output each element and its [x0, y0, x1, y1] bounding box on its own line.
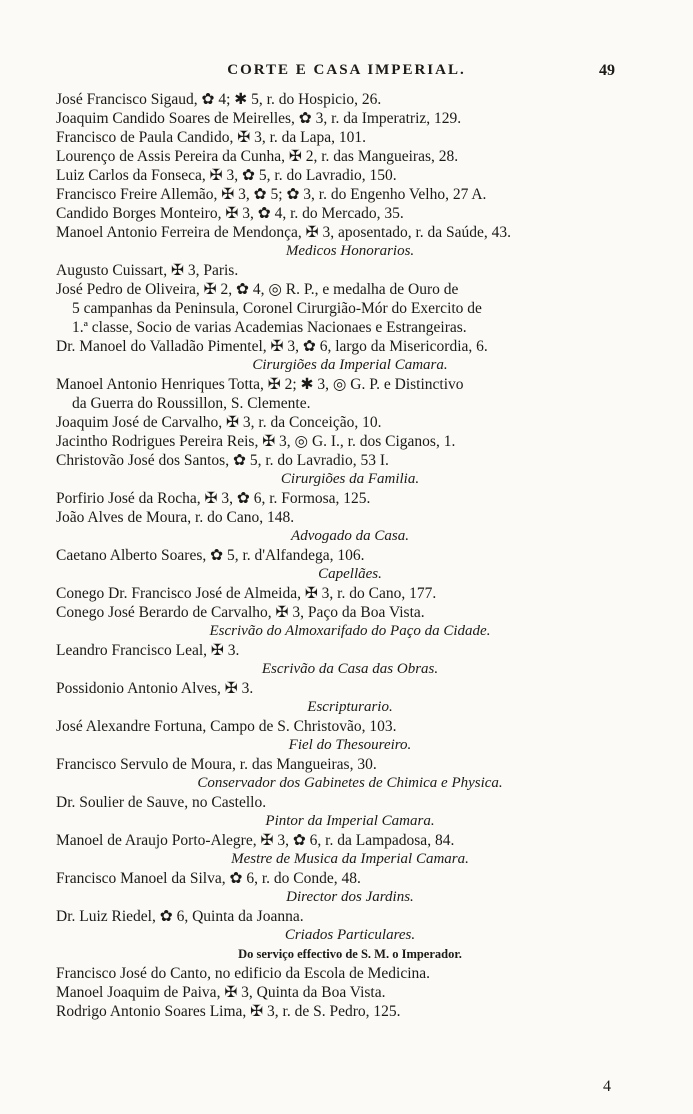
section-heading: Escrivão do Almoxarifado do Paço da Cidade. [209, 623, 491, 639]
entry-line: Dr. Manoel do Valladão Pimentel, ✠ 3, ✿ 6, largo da Misericordia, 6. [56, 338, 488, 355]
section-note: Do serviço effectivo de S. M. o Imperador. [238, 947, 462, 961]
running-head: CORTE E CASA IMPERIAL. [227, 62, 466, 78]
section-heading: Fiel do Thesoureiro. [288, 737, 412, 753]
section-heading: Cirurgiões da Familia. [280, 471, 420, 487]
section-heading: Escripturario. [307, 699, 393, 715]
entry-line: José Alexandre Fortuna, Campo de S. Christovão, 103. [56, 718, 397, 735]
entry-line: José Pedro de Oliveira, ✠ 2, ✿ 4, ◎ R. P., e medalha de Ouro de [56, 281, 459, 298]
entry-line: Francisco Servulo de Moura, r. das Mangueiras, 30. [56, 756, 377, 773]
section-heading: Conservador dos Gabinetes de Chimica e Physica. [197, 775, 503, 791]
page-header [0, 62, 693, 86]
entry-line: Caetano Alberto Soares, ✿ 5, r. d'Alfandega, 106. [56, 547, 365, 564]
entry-continuation: 5 campanhas da Peninsula, Coronel Cirurgião-Mór do Exercito de [72, 300, 482, 317]
entry-line: Lourenço de Assis Pereira da Cunha, ✠ 2, r. das Mangueiras, 28. [56, 148, 459, 165]
entry-line: Joaquim José de Carvalho, ✠ 3, r. da Conceição, 10. [56, 414, 382, 431]
page-number: 49 [599, 62, 615, 79]
entry-line: Dr. Soulier de Sauve, no Castello. [56, 794, 267, 811]
signature-mark: 4 [603, 1078, 611, 1095]
directory-listing [56, 90, 644, 1021]
section-heading: Mestre de Musica da Imperial Camara. [231, 851, 469, 867]
entry-line: Francisco Freire Allemão, ✠ 3, ✿ 5; ✿ 3, r. do Engenho Velho, 27 A. [56, 186, 487, 203]
section-heading: Criados Particulares. [284, 927, 416, 943]
entry-line: Francisco de Paula Candido, ✠ 3, r. da Lapa, 101. [56, 129, 366, 146]
section-heading: Advogado da Casa. [291, 528, 409, 544]
entry-line: Manoel Antonio Ferreira de Mendonça, ✠ 3, aposentado, r. da Saúde, 43. [56, 224, 512, 241]
section-heading: Director dos Jardins. [286, 889, 414, 905]
entry-line: Conego José Berardo de Carvalho, ✠ 3, Paço da Boa Vista. [56, 604, 425, 621]
section-heading: Escrivão da Casa das Obras. [261, 661, 439, 677]
entry-line: Joaquim Candido Soares de Meirelles, ✿ 3, r. da Imperatriz, 129. [56, 110, 462, 127]
entry-line: José Francisco Sigaud, ✿ 4; ✱ 5, r. do Hospicio, 26. [56, 91, 382, 108]
section-heading: Cirurgiões da Imperial Camara. [252, 357, 448, 373]
entry-line: Luiz Carlos da Fonseca, ✠ 3, ✿ 5, r. do Lavradio, 150. [56, 167, 397, 184]
entry-continuation: 1.ª classe, Socio de varias Academias Nacionaes e Estrangeiras. [72, 319, 467, 336]
entry-line: Manoel de Araujo Porto-Alegre, ✠ 3, ✿ 6, r. da Lampadosa, 84. [56, 832, 455, 849]
section-heading: Medicos Honorarios. [285, 243, 415, 259]
entry-line: João Alves de Moura, r. do Cano, 148. [56, 509, 295, 526]
entry-line: Christovão José dos Santos, ✿ 5, r. do Lavradio, 53 I. [56, 452, 389, 469]
entry-line: Porfirio José da Rocha, ✠ 3, ✿ 6, r. Formosa, 125. [56, 490, 371, 507]
entry-line: Possidonio Antonio Alves, ✠ 3. [56, 680, 254, 697]
entry-line: Rodrigo Antonio Soares Lima, ✠ 3, r. de S. Pedro, 125. [56, 1003, 401, 1020]
entry-line: Conego Dr. Francisco José de Almeida, ✠ 3, r. do Cano, 177. [56, 585, 437, 602]
entry-line: Francisco Manoel da Silva, ✿ 6, r. do Conde, 48. [56, 870, 361, 887]
entry-line: Dr. Luiz Riedel, ✿ 6, Quinta da Joanna. [56, 908, 304, 925]
entry-line: Manoel Antonio Henriques Totta, ✠ 2; ✱ 3, ◎ G. P. e Distinctivo [56, 376, 464, 393]
entry-line: Leandro Francisco Leal, ✠ 3. [56, 642, 240, 659]
entry-line: Francisco José do Canto, no edificio da Escola de Medicina. [56, 965, 431, 982]
section-heading: Pintor da Imperial Camara. [265, 813, 435, 829]
entry-line: Augusto Cuissart, ✠ 3, Paris. [56, 262, 239, 279]
entry-line: Jacintho Rodrigues Pereira Reis, ✠ 3, ◎ G. I., r. dos Ciganos, 1. [56, 433, 456, 450]
section-heading: Capellães. [318, 566, 382, 582]
entry-line: Candido Borges Monteiro, ✠ 3, ✿ 4, r. do Mercado, 35. [56, 205, 404, 222]
entry-line: Manoel Joaquim de Paiva, ✠ 3, Quinta da Boa Vista. [56, 984, 386, 1001]
entry-continuation: da Guerra do Roussillon, S. Clemente. [72, 395, 311, 412]
